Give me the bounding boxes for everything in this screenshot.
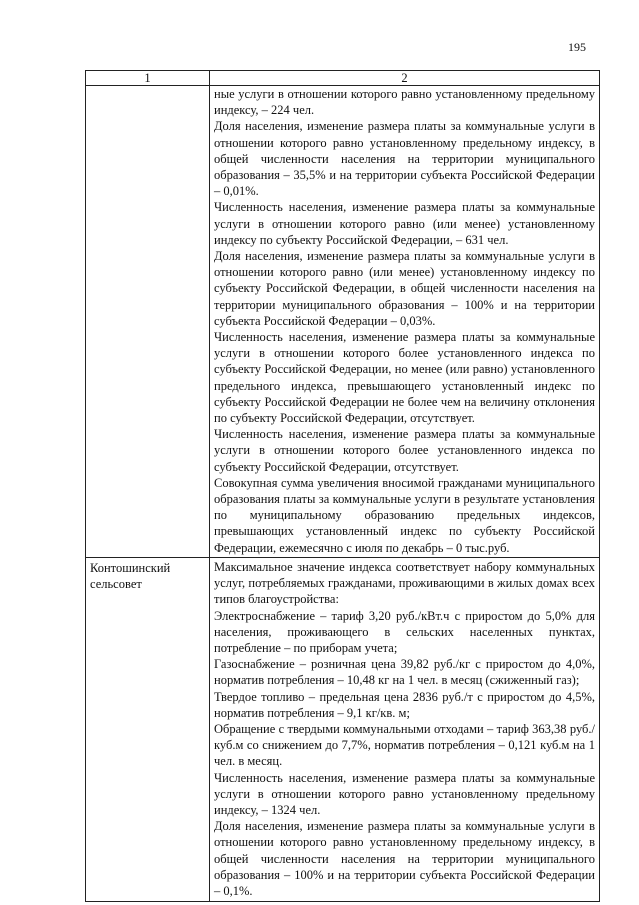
municipality-name-cell [86, 86, 210, 558]
indicator-text-cell [210, 557, 600, 901]
paragraph: Численность населения, изменение размера платы за коммунальные услуги в отношении которого более установленного индекса по субъекту Российской Федерации, отсутствует. [214, 427, 595, 474]
paragraph: Доля населения, изменение размера платы за коммунальные услуги в отношении которого равно установленному предельному индексу, в общей численности населения на территории муниципального образования – 100% и на территории субъекта Российской Федерации – 0,1%. [214, 819, 595, 898]
paragraph: Максимальное значение индекса соответствует набору коммунальных услуг, потребляемых гражданами, проживающими в жилых домах всех типов благоустройства: [214, 559, 595, 607]
table-row [86, 557, 600, 901]
paragraph: Численность населения, изменение размера платы за коммунальные услуги в отношении которого равно (или менее) установленному индексу по субъекту Российской Федерации, – 631 чел. [214, 200, 595, 247]
table-header-row [86, 71, 600, 86]
paragraph: Доля населения, изменение размера платы за коммунальные услуги в отношении которого равно установленному предельному индексу, в общей численности населения на территории муниципального образования – 35,5% и на территории субъекта Российской Федерации – 0,01%. [214, 119, 595, 199]
municipality-name-cell: Контошинский сельсовет [86, 557, 210, 901]
indicator-text-cell [210, 86, 600, 558]
paragraph: Совокупная сумма увеличения вносимой гражданами муниципального образования платы за коммунальные услуги в результате установления по муниципальному образованию предельных индексов, превышающих установленный индекс по субъекту Российской Федерации, ежемесячно с июля по декабрь – 0 тыс.руб. [214, 475, 595, 555]
page-number: 195 [568, 40, 586, 54]
table-row [86, 86, 600, 558]
paragraph: Электроснабжение – тариф 3,20 руб./кВт.ч с приростом до 5,0% для населения, проживающего в сельских населенных пунктах, потребление – по приборам учета; [214, 608, 595, 655]
paragraph: Твердое топливо – предельная цена 2836 руб./т с приростом до 4,5%, норматив потребления – 9,1 кг/кв. м; [214, 689, 595, 720]
document-table [85, 70, 600, 902]
paragraph: ные услуги в отношении которого равно установленному предельному индексу, – 224 чел. [214, 87, 595, 118]
paragraph: Газоснабжение – розничная цена 39,82 руб./кг с приростом до 4,0%, норматив потребления – 10,48 кг на 1 чел. в месяц (сжиженный газ); [214, 657, 595, 688]
column-header-1: 1 [86, 71, 210, 86]
paragraph: Обращение с твердыми коммунальными отходами – тариф 363,38 руб./куб.м со снижением до 7,7%, норматив потребления – 0,121 куб.м на 1 чел. в месяц. [214, 721, 595, 769]
paragraph: Доля населения, изменение размера платы за коммунальные услуги в отношении которого равно (или менее) установленному индексу по субъекту Российской Федерации, в общей численности населения на территории муниципального образования – 100% и на территории субъекта Российской Федерации – 0,03%. [214, 249, 595, 328]
paragraph: Численность населения, изменение размера платы за коммунальные услуги в отношении которого более установленного индекса по субъекту Российской Федерации, но менее (или равно) установленного предельного индекса, превышающего установленный индекс по субъекту Российской Федерации не более чем на величину отклонения по субъекту Российской Федерации, отсутствует. [214, 330, 595, 426]
paragraph: Численность населения, изменение размера платы за коммунальные услуги в отношении которого равно установленному предельному индексу, – 1324 чел. [214, 770, 595, 817]
column-header-2: 2 [210, 71, 600, 86]
